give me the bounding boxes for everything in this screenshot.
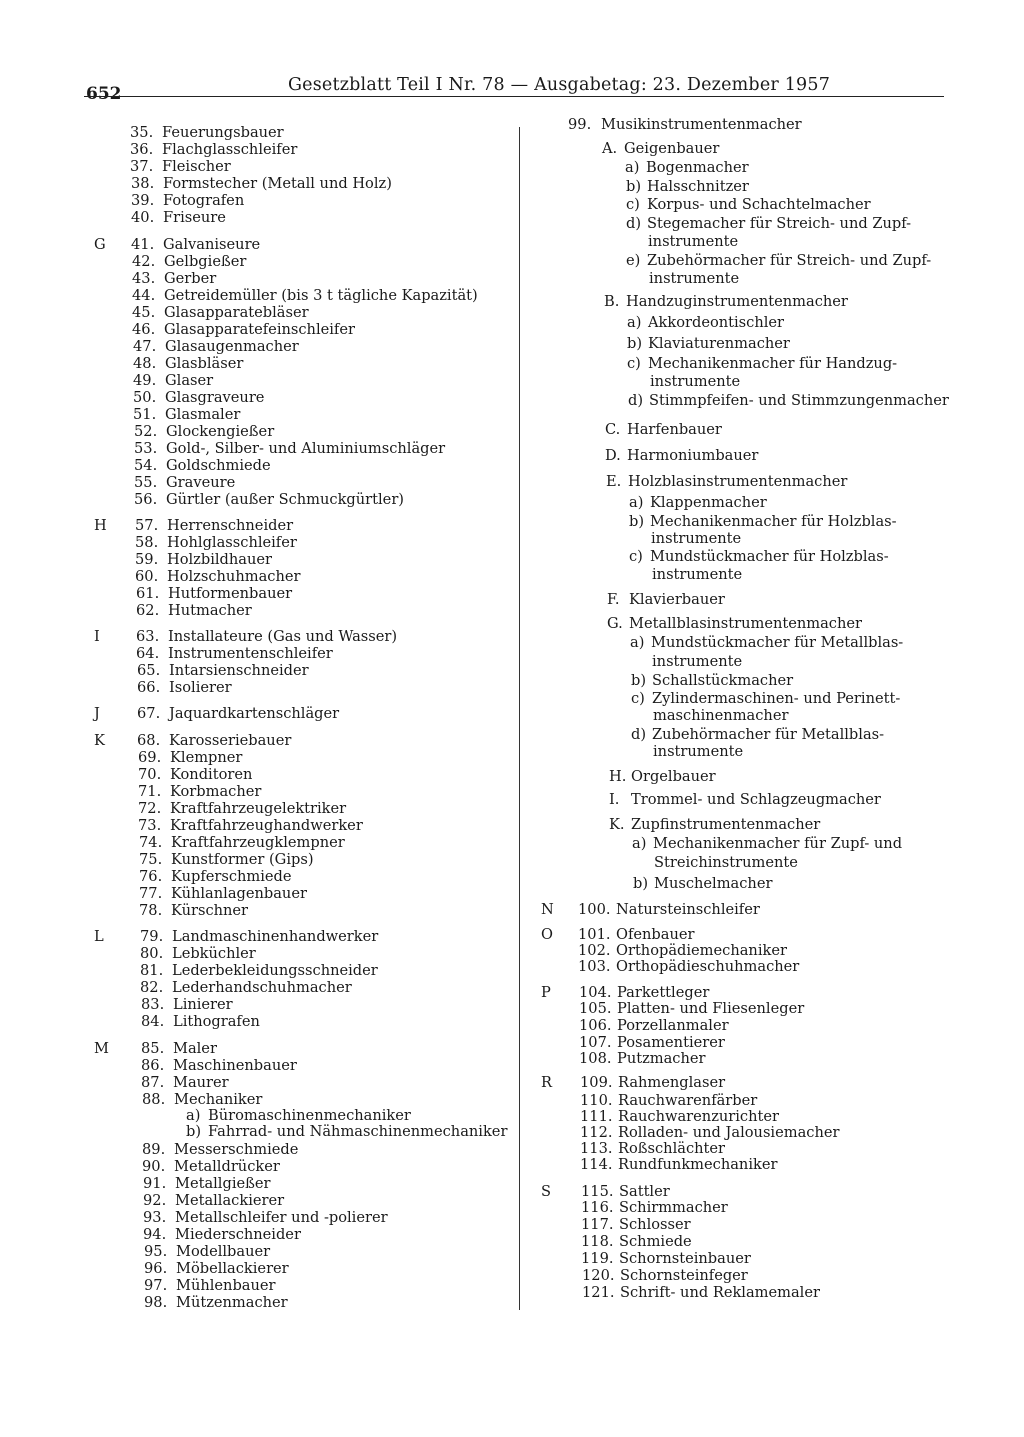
entry-label: Instrumentenschleifer [168, 645, 333, 662]
entry-number: 61. [136, 585, 160, 602]
entry-label: Galvaniseure [163, 236, 261, 253]
entry-label: Gold-, Silber- und Aluminiumschläger [166, 440, 446, 457]
entry-label: Rolladen- und Jalousiemacher [618, 1124, 840, 1141]
sub-entry-marker: a) [186, 1107, 201, 1124]
sub-entry-label: Stimmpfeifen- und Stimmzungenmacher [649, 392, 949, 409]
entry-number: 55. [134, 474, 158, 491]
group-marker: B. [604, 293, 620, 310]
entry-number: 75. [139, 851, 163, 868]
entry-label: Herrenschneider [167, 517, 294, 534]
sub-entry-label: Halsschnitzer [647, 178, 749, 195]
entry-label: Maurer [173, 1074, 229, 1091]
group-marker: I. [609, 791, 620, 808]
sub-entry-marker: b) [633, 875, 649, 892]
entry-label: Feuerungsbauer [162, 124, 284, 141]
entry-label: Natursteinschleifer [616, 901, 760, 918]
entry-number: 57. [135, 517, 159, 534]
entry-number: 35. [130, 124, 154, 141]
continuation-line: instrumente [652, 653, 743, 670]
entry-label: Gelbgießer [164, 253, 247, 270]
entry-label: Formstecher (Metall und Holz) [163, 175, 392, 192]
entry-number: 53. [134, 440, 158, 457]
entry-number: 39. [131, 192, 155, 209]
entry-label: Schornsteinfeger [620, 1267, 748, 1284]
entry-label: Schirmmacher [619, 1199, 728, 1216]
sub-entry-label: Mundstückmacher für Metallblas- [651, 634, 904, 651]
entry-number: 78. [139, 902, 163, 919]
entry-number: 102. [578, 942, 611, 959]
entry-number: 48. [133, 355, 157, 372]
entry-number: 36. [130, 141, 154, 158]
sub-entry-label: Zylindermaschinen- und Perinett- [652, 690, 901, 707]
entry-number: 115. [581, 1183, 614, 1200]
entry-number: 83. [141, 996, 165, 1013]
entry-number: 56. [134, 491, 158, 508]
entry-label: Graveure [166, 474, 236, 491]
entry-number: 72. [138, 800, 162, 817]
sub-entry-label: Bogenmacher [646, 159, 749, 176]
entry-label: Glockengießer [166, 423, 275, 440]
entry-label: Schornsteinbauer [619, 1250, 751, 1267]
entry-label: Klempner [170, 749, 243, 766]
continuation-line: Streichinstrumente [654, 854, 798, 871]
entry-label: Mühlenbauer [176, 1277, 276, 1294]
sub-entry-label: Mechanikenmacher für Holzblas- [650, 513, 897, 530]
entry-number: 63. [136, 628, 160, 645]
entry-number: 118. [581, 1233, 614, 1250]
entry-number: 77. [139, 885, 163, 902]
entry-label: Platten- und Fliesenleger [617, 1000, 805, 1017]
entry-label: Fotografen [163, 192, 245, 209]
entry-number: 116. [581, 1199, 614, 1216]
entry-number: 120. [582, 1267, 615, 1284]
entry-number: 81. [140, 962, 164, 979]
entry-number: 101. [578, 926, 611, 943]
entry-number: 119. [581, 1250, 614, 1267]
entry-label: Maschinenbauer [173, 1057, 297, 1074]
entry-label: Rahmenglaser [618, 1074, 726, 1091]
entry-label: Rauchwarenzurichter [618, 1108, 779, 1125]
sub-entry-label: Büromaschinenmechaniker [208, 1107, 411, 1124]
section-letter: S [541, 1183, 551, 1200]
sub-entry-marker: c) [631, 690, 645, 707]
entry-number: 69. [138, 749, 162, 766]
entry-label: Hohlglasschleifer [167, 534, 297, 551]
entry-number: 109. [580, 1074, 613, 1091]
entry-label: Messerschmiede [174, 1141, 299, 1158]
group-marker: E. [606, 473, 622, 490]
entry-label: Orthopädieschuhmacher [616, 958, 800, 975]
entry-number: 71. [138, 783, 162, 800]
section-letter: I [94, 628, 100, 645]
sub-entry-label: Korpus- und Schachtelmacher [647, 196, 871, 213]
group-label: Trommel- und Schlagzeugmacher [631, 791, 881, 808]
entry-label: Metallgießer [175, 1175, 271, 1192]
sub-entry-label: Zubehörmacher für Streich- und Zupf- [647, 252, 932, 269]
entry-number: 38. [131, 175, 155, 192]
entry-number: 82. [140, 979, 164, 996]
entry-label: Linierer [173, 996, 233, 1013]
entry-number: 88. [142, 1091, 166, 1108]
group-label: Zupfinstrumentenmacher [631, 816, 821, 833]
sub-entry-label: Klappenmacher [650, 494, 767, 511]
entry-number: 74. [139, 834, 163, 851]
entry-label: Miederschneider [175, 1226, 301, 1243]
continuation-line: instrumente [649, 270, 740, 287]
entry-number: 87. [141, 1074, 165, 1091]
section-letter: P [541, 984, 551, 1001]
entry-number: 113. [580, 1140, 613, 1157]
entry-label: Musikinstrumentenmacher [601, 116, 802, 133]
entry-number: 89. [142, 1141, 166, 1158]
sub-entry-marker: e) [626, 252, 641, 269]
entry-number: 104. [579, 984, 612, 1001]
entry-number: 106. [579, 1017, 612, 1034]
continuation-line: instrumente [653, 743, 744, 760]
sub-entry-label: Stegemacher für Streich- und Zupf- [647, 215, 912, 232]
group-label: Klavierbauer [629, 591, 725, 608]
entry-label: Schmiede [619, 1233, 692, 1250]
entry-number: 44. [132, 287, 156, 304]
continuation-line: instrumente [650, 373, 741, 390]
entry-label: Intarsienschneider [169, 662, 309, 679]
sub-entry-label: Fahrrad- und Nähmaschinenmechaniker [208, 1123, 508, 1140]
entry-label: Hutmacher [168, 602, 252, 619]
entry-label: Holzbildhauer [167, 551, 272, 568]
entry-number: 47. [133, 338, 157, 355]
entry-label: Orthopädiemechaniker [616, 942, 787, 959]
entry-label: Lebküchler [172, 945, 256, 962]
entry-number: 91. [143, 1175, 167, 1192]
entry-number: 100. [578, 901, 611, 918]
entry-label: Gürtler (außer Schmuckgürtler) [166, 491, 404, 508]
entry-number: 70. [138, 766, 162, 783]
entry-number: 62. [136, 602, 160, 619]
entry-label: Karosseriebauer [169, 732, 292, 749]
entry-label: Kürschner [171, 902, 249, 919]
entry-number: 84. [141, 1013, 165, 1030]
entry-number: 117. [581, 1216, 614, 1233]
section-letter: O [541, 926, 553, 943]
sub-entry-label: Schallstückmacher [652, 672, 794, 689]
sub-entry-label: Zubehörmacher für Metallblas- [652, 726, 885, 743]
group-marker: F. [607, 591, 620, 608]
sub-entry-marker: c) [626, 196, 640, 213]
group-marker: C. [605, 421, 621, 438]
entry-number: 58. [135, 534, 159, 551]
entry-number: 96. [144, 1260, 168, 1277]
entry-number: 65. [137, 662, 161, 679]
entry-number: 93. [143, 1209, 167, 1226]
entry-label: Holzschuhmacher [167, 568, 301, 585]
entry-number: 94. [143, 1226, 167, 1243]
sub-entry-marker: b) [627, 335, 643, 352]
entry-label: Schlosser [619, 1216, 691, 1233]
entry-number: 45. [132, 304, 156, 321]
entry-number: 43. [132, 270, 156, 287]
sub-entry-marker: b) [631, 672, 647, 689]
entry-label: Flachglasschleifer [162, 141, 298, 158]
entry-label: Glasapparatefeinschleifer [164, 321, 355, 338]
entry-label: Sattler [619, 1183, 670, 1200]
continuation-line: instrumente [652, 566, 743, 583]
entry-number: 121. [582, 1284, 615, 1301]
entry-label: Rauchwarenfärber [618, 1092, 758, 1109]
sub-entry-label: Mechanikenmacher für Handzug- [648, 355, 898, 372]
entry-label: Isolierer [169, 679, 232, 696]
entry-label: Parkettleger [617, 984, 710, 1001]
entry-label: Konditoren [170, 766, 253, 783]
group-label: Handzuginstrumentenmacher [626, 293, 848, 310]
entry-number: 90. [142, 1158, 166, 1175]
sub-entry-label: Klaviaturenmacher [648, 335, 790, 352]
entry-number: 68. [137, 732, 161, 749]
entry-label: Kraftfahrzeugelektriker [170, 800, 347, 817]
continuation-line: instrumente [648, 233, 739, 250]
entry-label: Korbmacher [170, 783, 262, 800]
section-letter: G [94, 236, 106, 253]
entry-number: 103. [578, 958, 611, 975]
entry-label: Maler [173, 1040, 217, 1057]
entry-number: 105. [579, 1000, 612, 1017]
entry-label: Schrift- und Reklamemaler [620, 1284, 820, 1301]
group-marker: G. [607, 615, 623, 632]
entry-number: 66. [137, 679, 161, 696]
section-letter: N [541, 901, 554, 918]
entry-label: Gerber [164, 270, 217, 287]
entry-label: Porzellanmaler [617, 1017, 729, 1034]
entry-label: Kupferschmiede [171, 868, 292, 885]
sub-entry-marker: d) [628, 392, 644, 409]
entry-number: 110. [580, 1092, 613, 1109]
entry-number: 92. [143, 1192, 167, 1209]
entry-number: 98. [144, 1294, 168, 1311]
entry-number: 108. [579, 1050, 612, 1067]
entry-number: 76. [139, 868, 163, 885]
entry-label: Modellbauer [176, 1243, 271, 1260]
page-number: 652 [86, 84, 122, 104]
group-label: Holzblasinstrumentenmacher [628, 473, 848, 490]
entry-label: Glasaugenmacher [165, 338, 299, 355]
sub-entry-marker: d) [631, 726, 647, 743]
entry-label: Ofenbauer [616, 926, 695, 943]
sub-entry-marker: b) [629, 513, 645, 530]
entry-number: 64. [136, 645, 160, 662]
entry-number: 50. [133, 389, 157, 406]
sub-entry-marker: c) [629, 548, 643, 565]
sub-entry-label: Akkordeontischler [648, 314, 785, 331]
group-label: Harmoniumbauer [627, 447, 759, 464]
page-title: Gesetzblatt Teil I Nr. 78 — Ausgabetag: 23. Dezember 1957 [288, 75, 831, 95]
entry-number: 79. [140, 928, 164, 945]
entry-label: Jaquardkartenschläger [169, 705, 340, 722]
sub-entry-label: Muschelmacher [654, 875, 773, 892]
entry-label: Friseure [163, 209, 226, 226]
group-label: Metallblasinstrumentenmacher [629, 615, 862, 632]
continuation-line: instrumente [651, 530, 742, 547]
sub-entry-marker: b) [626, 178, 642, 195]
entry-label: Lederbekleidungsschneider [172, 962, 378, 979]
group-marker: K. [609, 816, 625, 833]
entry-label: Getreidemüller (bis 3 t tägliche Kapazität) [164, 287, 478, 304]
entry-label: Hutformenbauer [168, 585, 293, 602]
entry-number: 41. [131, 236, 155, 253]
entry-number: 52. [134, 423, 158, 440]
entry-label: Metallackierer [175, 1192, 285, 1209]
entry-label: Roßschlächter [618, 1140, 726, 1157]
section-letter: M [94, 1040, 109, 1057]
entry-number: 59. [135, 551, 159, 568]
entry-number: 46. [132, 321, 156, 338]
sub-entry-marker: a) [632, 835, 647, 852]
entry-label: Glasmaler [165, 406, 241, 423]
sub-entry-marker: a) [630, 634, 645, 651]
entry-number: 97. [144, 1277, 168, 1294]
group-label: Geigenbauer [624, 140, 720, 157]
entry-number: 73. [138, 817, 162, 834]
entry-label: Installateure (Gas und Wasser) [168, 628, 398, 645]
entry-number: 114. [580, 1156, 613, 1173]
section-letter: H [94, 517, 107, 534]
entry-label: Möbellackierer [176, 1260, 289, 1277]
continuation-line: maschinenmacher [653, 707, 789, 724]
entry-number: 107. [579, 1034, 612, 1051]
entry-number: 42. [132, 253, 156, 270]
entry-label: Lithografen [173, 1013, 260, 1030]
entry-label: Putzmacher [617, 1050, 706, 1067]
group-marker: A. [602, 140, 618, 157]
entry-number: 54. [134, 457, 158, 474]
entry-number: 111. [580, 1108, 613, 1125]
section-letter: K [94, 732, 105, 749]
entry-label: Kraftfahrzeugklempner [171, 834, 345, 851]
entry-number: 95. [144, 1243, 168, 1260]
entry-number: 51. [133, 406, 157, 423]
entry-label: Rundfunkmechaniker [618, 1156, 778, 1173]
sub-entry-label: Mechanikenmacher für Zupf- und [653, 835, 903, 852]
group-label: Orgelbauer [631, 768, 716, 785]
entry-label: Metallschleifer und -polierer [175, 1209, 388, 1226]
entry-number: 60. [135, 568, 159, 585]
entry-number: 40. [131, 209, 155, 226]
entry-number: 86. [141, 1057, 165, 1074]
sub-entry-marker: d) [626, 215, 642, 232]
entry-label: Fleischer [162, 158, 231, 175]
entry-number: 85. [141, 1040, 165, 1057]
entry-label: Landmaschinenhandwerker [172, 928, 379, 945]
entry-label: Glasgraveure [165, 389, 265, 406]
sub-entry-marker: a) [625, 159, 640, 176]
entry-label: Kraftfahrzeughandwerker [170, 817, 363, 834]
entry-label: Mützenmacher [176, 1294, 288, 1311]
entry-label: Metalldrücker [174, 1158, 280, 1175]
section-letter: R [541, 1074, 552, 1091]
entry-label: Goldschmiede [166, 457, 271, 474]
group-marker: D. [605, 447, 621, 464]
entry-number: 99. [568, 116, 592, 133]
entry-label: Mechaniker [174, 1091, 263, 1108]
section-letter: L [94, 928, 104, 945]
sub-entry-label: Mundstückmacher für Holzblas- [650, 548, 889, 565]
entry-label: Posamentierer [617, 1034, 725, 1051]
section-letter: J [94, 705, 100, 722]
entry-label: Glasapparatebläser [164, 304, 309, 321]
entry-label: Glaser [165, 372, 214, 389]
sub-entry-marker: a) [629, 494, 644, 511]
entry-number: 80. [140, 945, 164, 962]
entry-number: 67. [137, 705, 161, 722]
sub-entry-marker: b) [186, 1123, 202, 1140]
group-label: Harfenbauer [627, 421, 722, 438]
entry-number: 37. [130, 158, 154, 175]
entry-label: Lederhandschuhmacher [172, 979, 352, 996]
entry-label: Glasbläser [165, 355, 244, 372]
group-marker: H. [609, 768, 627, 785]
sub-entry-marker: a) [627, 314, 642, 331]
entry-number: 49. [133, 372, 157, 389]
sub-entry-marker: c) [627, 355, 641, 372]
entry-label: Kunstformer (Gips) [171, 851, 314, 868]
entry-label: Kühlanlagenbauer [171, 885, 307, 902]
entry-number: 112. [580, 1124, 613, 1141]
